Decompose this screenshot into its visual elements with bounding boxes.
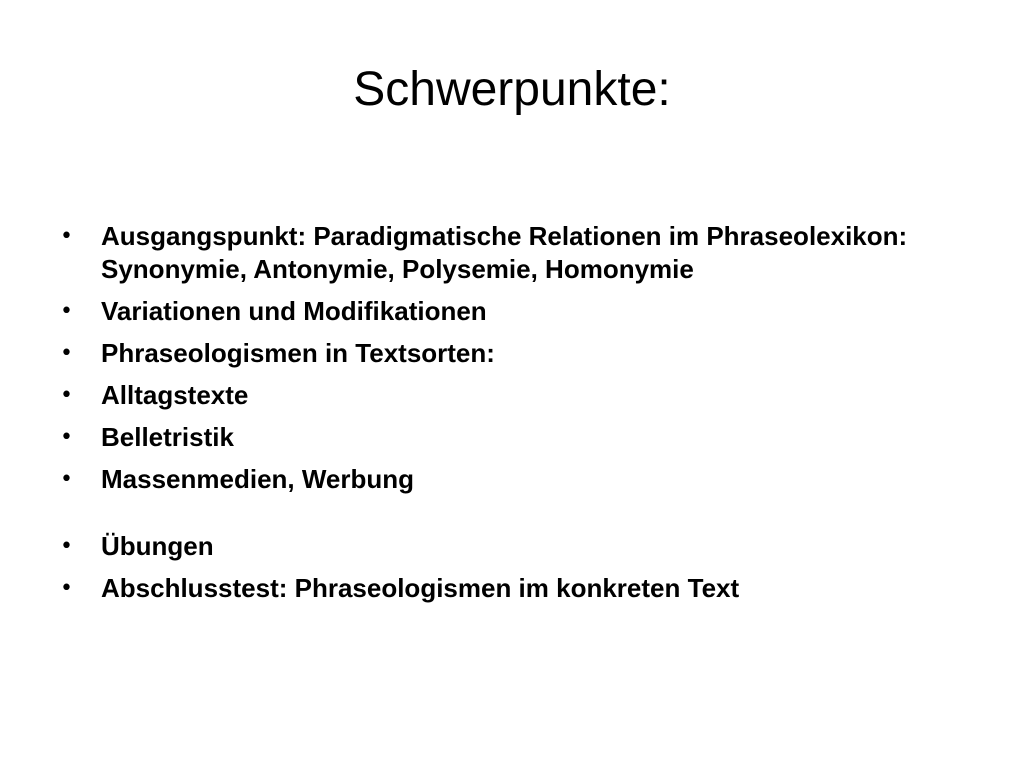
list-item [60,337,920,370]
list-item-text: Ausgangspunkt: Paradigmatische Relationen im Phraseolexikon: Synonymie, Antonymie, Polysemie, Homonymie [101,221,908,284]
list-item [60,421,920,454]
list-item-text: Abschlusstest: Phraseologismen im konkreten Text [101,573,740,603]
list-item [60,220,920,286]
bullet-list [60,220,920,614]
slide-title: Schwerpunkte: [353,63,671,116]
list-item-text: Belletristik [101,422,234,452]
bullet-icon: • [60,534,73,559]
bullet-icon: • [60,467,73,492]
bullet-icon: • [60,425,73,450]
list-item [60,379,920,412]
bullet-icon: • [60,224,73,249]
list-item-text: Übungen [101,531,214,561]
list-item [60,572,920,605]
list-item [60,530,920,563]
list-item [60,295,920,328]
list-item-text: Massenmedien, Werbung [101,464,415,494]
list-item-text: Variationen und Modifikationen [101,296,487,326]
bullet-icon: • [60,383,73,408]
list-item [60,463,920,496]
list-item-text: Alltagstexte [101,380,249,410]
bullet-icon: • [60,341,73,366]
bullet-icon: • [60,299,73,324]
bullet-icon: • [60,576,73,601]
list-item-text: Phraseologismen in Textsorten: [101,338,495,368]
